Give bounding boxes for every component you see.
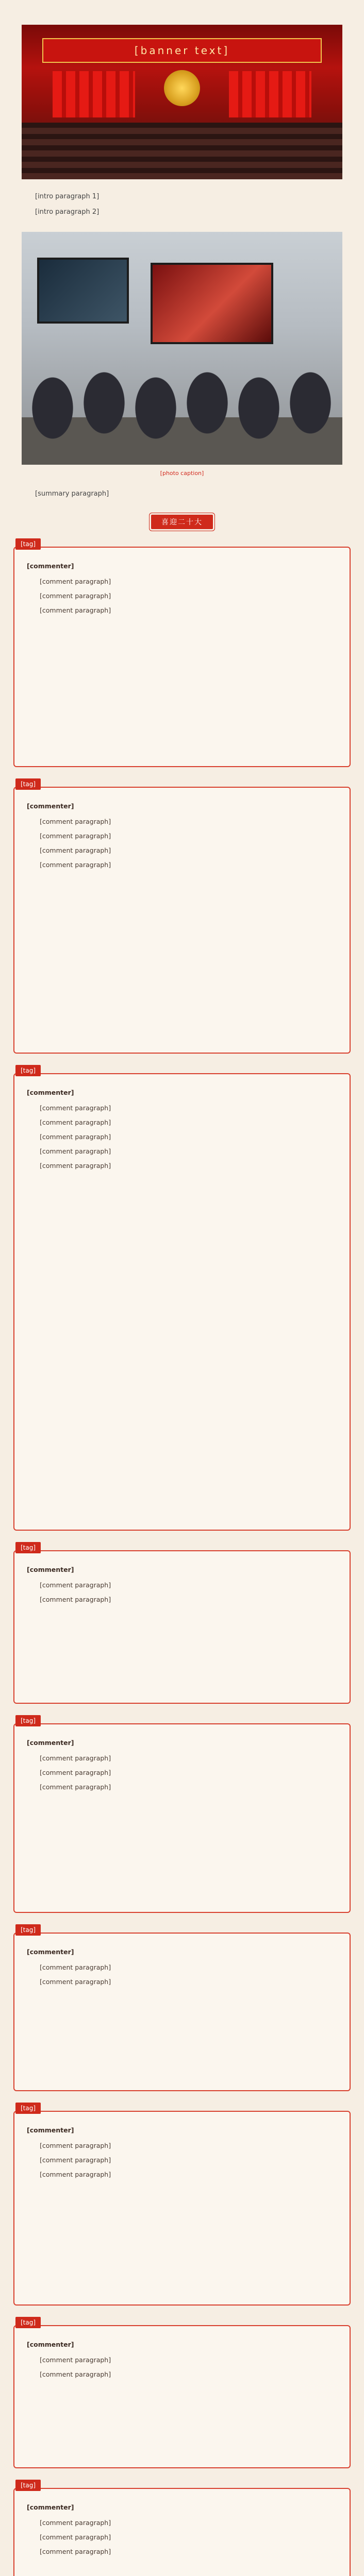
card-paragraph: [comment paragraph] <box>40 2156 111 2164</box>
comment-card <box>13 1065 351 1531</box>
section-title-banner: 喜迎二十大 <box>151 515 213 529</box>
card-paragraph: [comment paragraph] <box>40 2370 111 2378</box>
photo-attendees <box>22 346 342 465</box>
card-paragraph: [comment paragraph] <box>40 1596 111 1603</box>
intro-text <box>22 191 342 218</box>
card-paragraph: [comment paragraph] <box>40 1581 111 1589</box>
card-paragraph: [comment paragraph] <box>40 2533 111 2541</box>
card-paragraph: [comment paragraph] <box>40 592 111 600</box>
comment-card <box>13 1542 351 1704</box>
card-body <box>13 1723 351 1913</box>
comment-card <box>13 2317 351 2468</box>
card-paragraph: [comment paragraph] <box>40 1754 111 1762</box>
card-paragraph: [comment paragraph] <box>40 578 111 585</box>
card-commenter: [commenter] <box>27 1948 74 1956</box>
card-paragraph: [comment paragraph] <box>40 1133 111 1141</box>
summary-paragraph: [summary paragraph] <box>35 490 109 498</box>
card-body <box>13 547 351 767</box>
summary-text <box>22 488 342 500</box>
card-body <box>13 2325 351 2468</box>
party-emblem-icon <box>164 70 200 106</box>
card-body <box>13 1073 351 1531</box>
comment-card <box>13 538 351 767</box>
card-paragraph: [comment paragraph] <box>40 1783 111 1791</box>
card-paragraph: [comment paragraph] <box>40 2142 111 2149</box>
card-paragraph: [comment paragraph] <box>40 2356 111 2364</box>
comment-card <box>13 2480 351 2576</box>
card-paragraph: [comment paragraph] <box>40 1978 111 1986</box>
card-paragraph: [comment paragraph] <box>40 1162 111 1170</box>
photo-broadcast-screen <box>151 263 273 344</box>
card-commenter: [commenter] <box>27 2503 74 2511</box>
card-body <box>13 1933 351 2091</box>
card-commenter: [commenter] <box>27 562 74 570</box>
comment-card <box>13 1924 351 2091</box>
comment-card <box>13 2103 351 2306</box>
card-paragraph: [comment paragraph] <box>40 861 111 869</box>
card-commenter: [commenter] <box>27 2341 74 2348</box>
intro-paragraph: [intro paragraph 2] <box>35 208 100 216</box>
intro-paragraph: [intro paragraph 1] <box>35 193 100 200</box>
hero-audience-rows <box>22 123 342 179</box>
card-paragraph: [comment paragraph] <box>40 606 111 614</box>
card-tag: [tag] <box>15 1065 41 1076</box>
card-paragraph: [comment paragraph] <box>40 1963 111 1971</box>
card-commenter: [commenter] <box>27 1739 74 1747</box>
card-tag: [tag] <box>15 1542 41 1553</box>
card-body <box>13 1550 351 1704</box>
card-commenter: [commenter] <box>27 802 74 810</box>
card-commenter: [commenter] <box>27 1089 74 1096</box>
photo-caption: [photo caption] <box>160 470 204 477</box>
card-tag: [tag] <box>15 1924 41 1936</box>
hero-stage-banner: [banner text] <box>42 38 322 63</box>
card-paragraph: [comment paragraph] <box>40 2548 111 2555</box>
photo-wall-screen <box>37 258 129 324</box>
card-tag: [tag] <box>15 1715 41 1726</box>
card-commenter: [commenter] <box>27 2126 74 2134</box>
card-paragraph: [comment paragraph] <box>40 846 111 854</box>
article-page <box>0 25 364 2576</box>
card-tag: [tag] <box>15 2317 41 2328</box>
card-paragraph: [comment paragraph] <box>40 1118 111 1126</box>
card-paragraph: [comment paragraph] <box>40 1104 111 1112</box>
hero-flags-right <box>229 71 311 117</box>
card-paragraph: [comment paragraph] <box>40 1769 111 1776</box>
comment-card <box>13 1715 351 1913</box>
card-tag: [tag] <box>15 538 41 550</box>
card-tag: [tag] <box>15 778 41 790</box>
group-photo <box>22 232 342 465</box>
card-paragraph: [comment paragraph] <box>40 2171 111 2178</box>
card-tag: [tag] <box>15 2480 41 2491</box>
card-paragraph: [comment paragraph] <box>40 818 111 825</box>
comment-card <box>13 778 351 1054</box>
card-body <box>13 2488 351 2576</box>
card-paragraph: [comment paragraph] <box>40 2519 111 2527</box>
card-paragraph: [comment paragraph] <box>40 1147 111 1155</box>
hero-flags-left <box>53 71 135 117</box>
hero-photo <box>22 25 342 179</box>
card-tag: [tag] <box>15 2103 41 2114</box>
card-paragraph: [comment paragraph] <box>40 832 111 840</box>
card-body <box>13 787 351 1054</box>
card-commenter: [commenter] <box>27 1566 74 1573</box>
card-body <box>13 2111 351 2306</box>
